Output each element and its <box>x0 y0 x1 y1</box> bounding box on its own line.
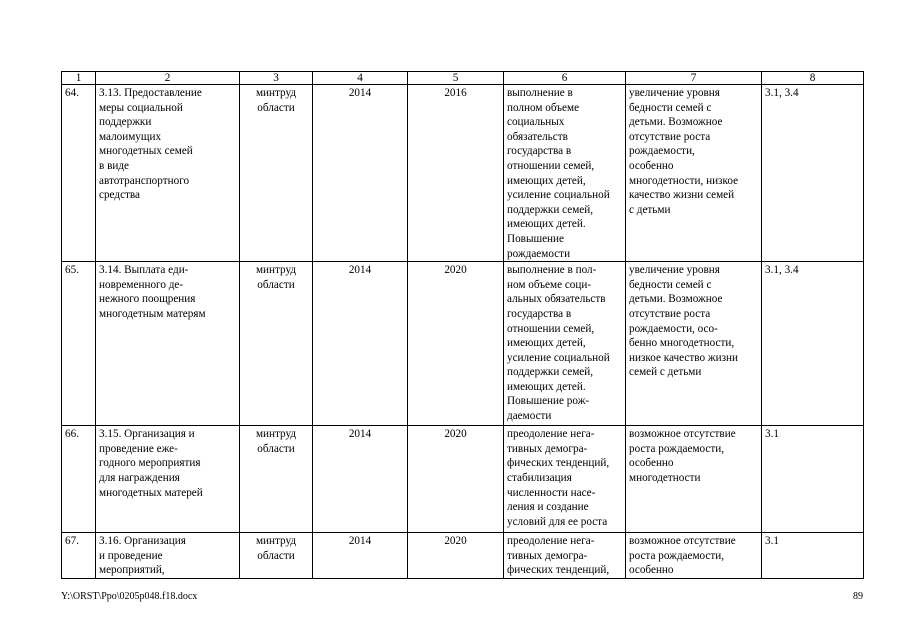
table-row <box>62 262 864 426</box>
indicator-link: 3.1, 3.4 <box>762 85 864 262</box>
end-year: 2016 <box>408 85 504 262</box>
risk-consequence: увеличение уровня бедности семей с детьми. Возможное отсутствие роста рождаемости, особенно многодетности, низкое качество жизни семей с детьми <box>626 85 762 262</box>
header-col-6: 6 <box>504 72 626 85</box>
header-col-5: 5 <box>408 72 504 85</box>
header-col-3: 3 <box>240 72 313 85</box>
indicator-link: 3.1, 3.4 <box>762 262 864 426</box>
header-col-8: 8 <box>762 72 864 85</box>
indicator-link: 3.1 <box>762 533 864 579</box>
page-number: 89 <box>853 591 863 602</box>
header-col-7: 7 <box>626 72 762 85</box>
activity-name: 3.13. Предоставление меры социальной поддержки малоимущих многодетных семей в виде автотранспортного средства <box>96 85 240 262</box>
header-col-1: 1 <box>62 72 96 85</box>
start-year: 2014 <box>313 85 408 262</box>
expected-result: выполнение в пол- ном объеме соци- альных обязательств государства в отношении семей, имеющих детей, усиление социальной поддержки семей, имеющих детей. Повышение рож- даемости <box>504 262 626 426</box>
end-year: 2020 <box>408 426 504 533</box>
indicator-link: 3.1 <box>762 426 864 533</box>
file-path-footer: Y:\ORST\Ppo\0205p048.f18.docx <box>61 591 198 602</box>
header-row <box>62 72 864 85</box>
start-year: 2014 <box>313 533 408 579</box>
row-number: 67. <box>62 533 96 579</box>
activity-name: 3.16. Организация и проведение мероприятий, <box>96 533 240 579</box>
expected-result: выполнение в полном объеме социальных обязательств государства в отношении семей, имеющих детей, усиление социальной поддержки семей, имеющих детей. Повышение рождаемости <box>504 85 626 262</box>
start-year: 2014 <box>313 426 408 533</box>
executor: минтруд области <box>240 85 313 262</box>
row-number: 65. <box>62 262 96 426</box>
end-year: 2020 <box>408 262 504 426</box>
expected-result: преодоление нега- тивных демогра- фических тенденций, <box>504 533 626 579</box>
executor: минтруд области <box>240 426 313 533</box>
risk-consequence: увеличение уровня бедности семей с детьми. Возможное отсутствие роста рождаемости, осо- бенно многодетности, низкое качество жизни семей с детьми <box>626 262 762 426</box>
row-number: 66. <box>62 426 96 533</box>
activity-name: 3.14. Выплата еди- новременного де- нежного поощрения многодетным матерям <box>96 262 240 426</box>
end-year: 2020 <box>408 533 504 579</box>
header-col-4: 4 <box>313 72 408 85</box>
table-row <box>62 533 864 579</box>
program-table <box>61 71 864 579</box>
risk-consequence: возможное отсутствие роста рождаемости, особенно многодетности <box>626 426 762 533</box>
row-number: 64. <box>62 85 96 262</box>
table-row <box>62 85 864 262</box>
header-col-2: 2 <box>96 72 240 85</box>
start-year: 2014 <box>313 262 408 426</box>
executor: минтруд области <box>240 262 313 426</box>
activity-name: 3.15. Организация и проведение еже- годного мероприятия для награждения многодетных матерей <box>96 426 240 533</box>
risk-consequence: возможное отсутствие роста рождаемости, особенно <box>626 533 762 579</box>
executor: минтруд области <box>240 533 313 579</box>
expected-result: преодоление нега- тивных демогра- фических тенденций, стабилизация численности насе- ления и создание условий для ее роста <box>504 426 626 533</box>
table-row <box>62 426 864 533</box>
